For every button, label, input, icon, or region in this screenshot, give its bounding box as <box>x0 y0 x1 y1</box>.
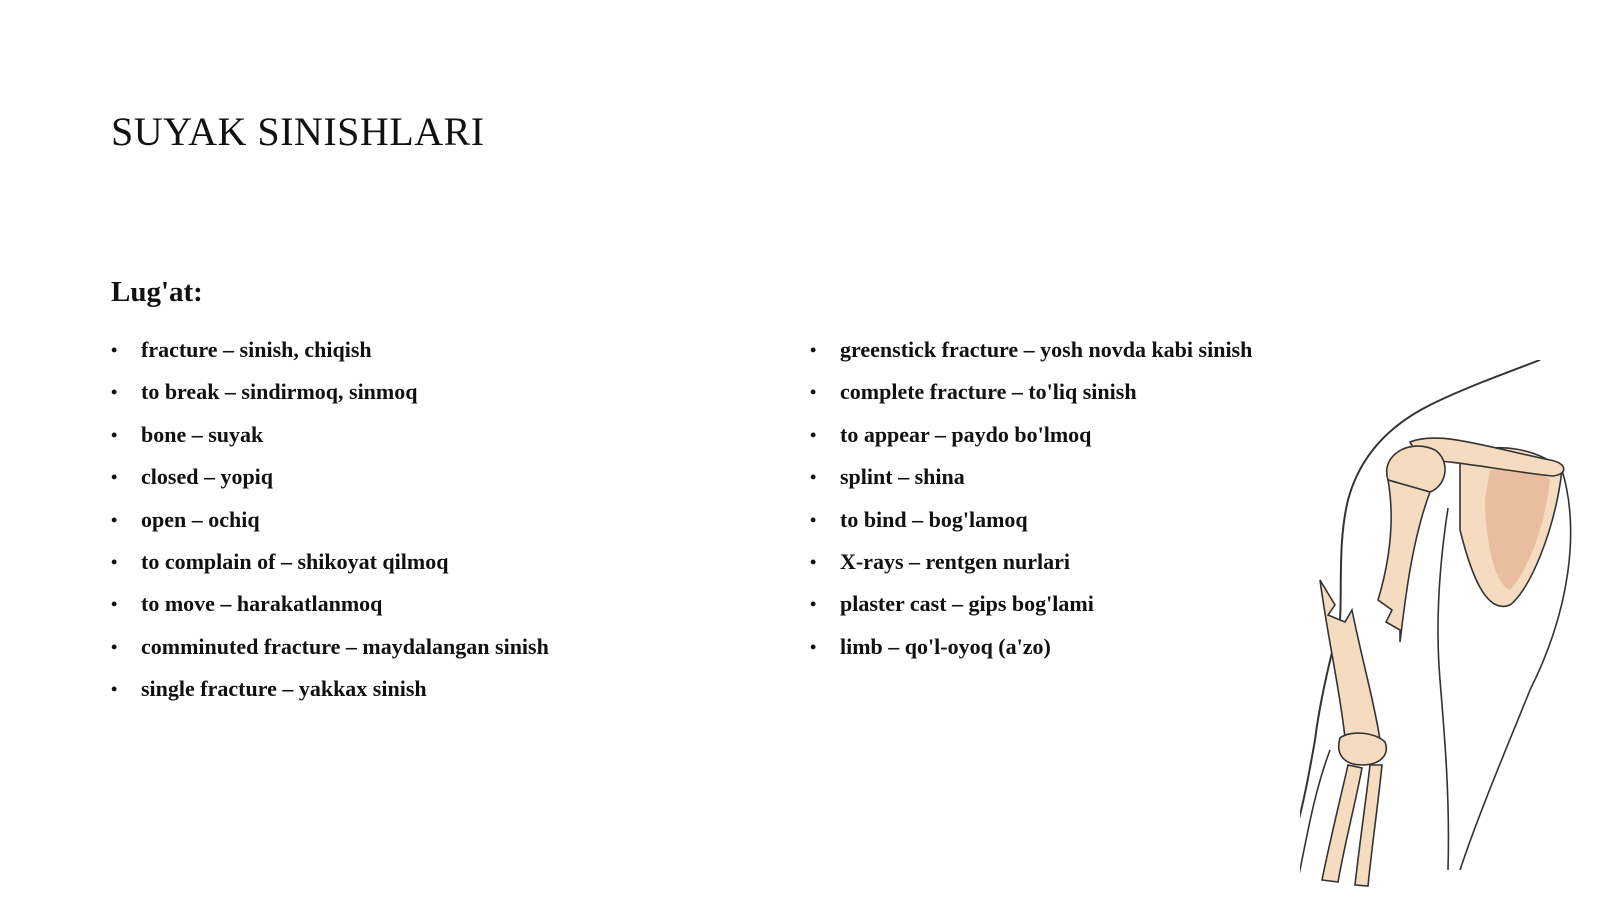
bullet-icon: • <box>810 467 817 488</box>
bullet-icon: • <box>111 636 118 657</box>
list-item-text: single fracture – yakkax sinish <box>141 676 427 702</box>
bullet-icon: • <box>810 636 817 657</box>
list-item <box>111 456 549 498</box>
bullet-icon: • <box>111 340 118 360</box>
list-item <box>810 499 1252 541</box>
bullet-icon: • <box>810 594 817 615</box>
vocabulary-list-left <box>111 329 549 711</box>
list-item-text: plaster cast – gips bog'lami <box>840 591 1094 617</box>
list-item <box>111 541 549 583</box>
list-item <box>810 583 1252 625</box>
bullet-icon: • <box>810 551 817 572</box>
list-item <box>111 371 549 413</box>
list-item-text: X-rays – rentgen nurlari <box>840 548 1070 574</box>
list-item-text: bone – suyak <box>141 421 264 447</box>
bullet-icon: • <box>810 424 817 445</box>
list-item-text: fracture – sinish, chiqish <box>141 337 372 362</box>
bullet-icon: • <box>810 509 817 530</box>
broken-arm-bone-illustration <box>1300 360 1600 890</box>
list-item <box>810 456 1252 498</box>
list-item <box>111 329 549 371</box>
bullet-icon: • <box>111 594 118 615</box>
list-item <box>111 499 549 541</box>
list-item-text: open – ochiq <box>141 506 260 532</box>
bullet-icon: • <box>810 340 817 360</box>
slide-title: SUYAK SINISHLARI <box>111 109 485 154</box>
list-item-text: to move – harakatlanmoq <box>141 591 383 617</box>
list-item-text: closed – yopiq <box>141 464 274 490</box>
list-item <box>111 583 549 625</box>
list-item <box>111 414 549 456</box>
list-item-text: splint – shina <box>840 464 965 490</box>
list-item <box>111 626 549 668</box>
humerus-upper <box>1378 480 1430 642</box>
list-item <box>810 329 1252 371</box>
list-item <box>810 541 1252 583</box>
vocabulary-list-right <box>810 329 1252 668</box>
list-item-text: to appear – paydo bo'lmoq <box>840 421 1092 447</box>
elbow-joint <box>1339 733 1387 765</box>
radius-bone <box>1322 765 1362 882</box>
bullet-icon: • <box>111 551 118 572</box>
list-item-text: to complain of – shikoyat qilmoq <box>141 548 449 574</box>
list-item-text: to bind – bog'lamoq <box>840 506 1028 532</box>
list-item-text: limb – qo'l-oyoq (a'zo) <box>840 633 1051 659</box>
list-item-text: to break – sindirmoq, sinmoq <box>141 379 418 405</box>
list-item <box>810 371 1252 413</box>
bullet-icon: • <box>810 382 817 403</box>
bullet-icon: • <box>111 509 118 530</box>
list-item <box>111 668 549 710</box>
list-item-text: greenstick fracture – yosh novda kabi sinish <box>840 337 1253 362</box>
list-item <box>810 414 1252 456</box>
vocabulary-heading: Lug'at: <box>111 276 203 308</box>
list-item <box>810 626 1252 668</box>
list-item-text: complete fracture – to'liq sinish <box>840 379 1137 405</box>
bullet-icon: • <box>111 467 118 488</box>
bullet-icon: • <box>111 679 118 700</box>
list-item-text: comminuted fracture – maydalangan sinish <box>141 633 549 659</box>
bullet-icon: • <box>111 424 118 445</box>
bullet-icon: • <box>111 382 118 403</box>
arm-outline-inner <box>1438 508 1448 870</box>
